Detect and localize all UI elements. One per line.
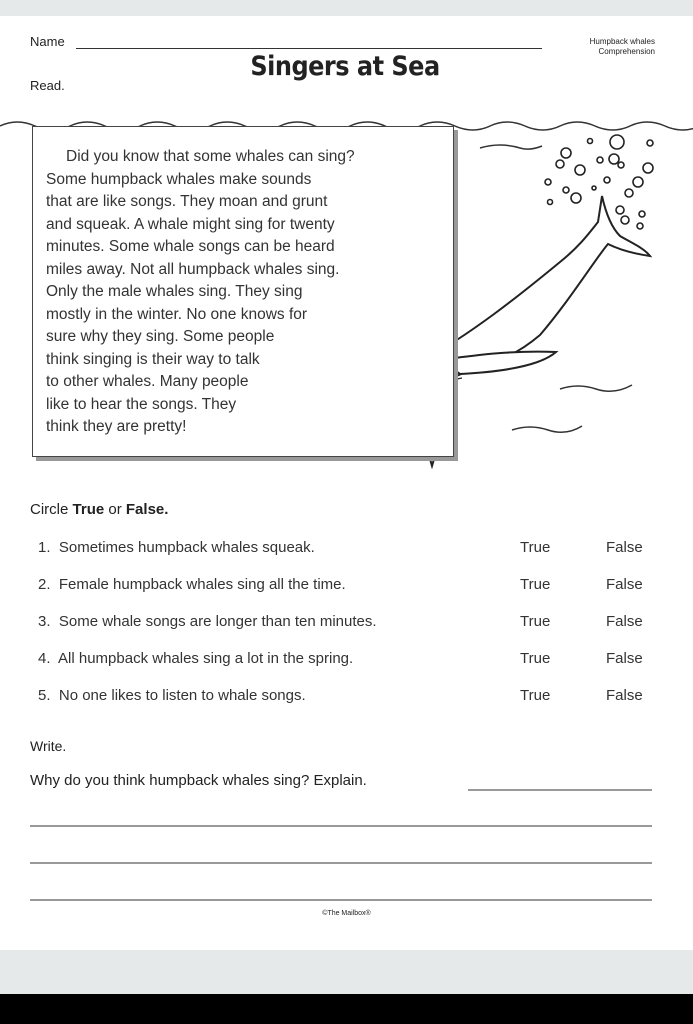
instr-or: or [104,501,126,518]
false-option-2[interactable]: False [606,576,643,593]
question-number: 4. [38,650,51,667]
bottom-bar [0,994,693,1024]
question-number: 3. [38,613,51,630]
reading-passage [46,146,426,439]
passage-line: that are like songs. They moan and grunt [46,193,328,210]
passage-line: think singing is their way to talk [46,350,260,368]
true-option-4[interactable]: True [520,650,551,667]
question-5 [38,687,306,704]
false-option-5[interactable]: False [606,687,643,704]
instr-true: True [72,501,105,518]
wave-icon [560,385,632,391]
question-text: Some whale songs are longer than ten minutes. [58,613,377,630]
copyright: ©The Mailbox® [322,910,371,917]
passage-line: Some humpback whales make sounds [46,170,312,188]
instr-false: False. [125,501,169,518]
read-label: Read. [30,78,65,93]
wave-icon [480,145,542,149]
true-option-1[interactable]: True [520,539,551,556]
wave-icon [512,426,582,432]
question-text: No one likes to listen to whale songs. [58,687,306,704]
passage-line: sure why they sing. Some people [46,328,275,345]
passage-line: miles away. Not all humpback whales sing. [46,260,340,278]
name-label: Name [30,34,65,49]
question-3 [38,613,377,630]
passage-line: mostly in the winter. No one knows for [46,305,308,323]
question-number: 2. [38,576,51,593]
true-option-5[interactable]: True [520,687,551,704]
corner-line-1: Humpback whales [589,37,655,46]
instructions [30,501,168,518]
corner-line-2: Comprehension [598,47,655,56]
question-text: All humpback whales sing a lot in the spring. [58,650,354,667]
passage-line: think they are pretty! [46,418,187,435]
passage-line: to other whales. Many people [46,373,249,390]
true-option-3[interactable]: True [520,613,551,630]
question-text: Sometimes humpback whales squeak. [58,539,315,556]
false-option-3[interactable]: False [606,613,643,630]
write-label: Write. [30,738,67,754]
passage-line: Did you know that some whales can sing? [66,148,355,165]
passage-line: Only the male whales sing. They sing [46,283,303,300]
true-option-2[interactable]: True [520,576,551,593]
instr-prefix: Circle [30,501,73,518]
passage-line: and squeak. A whale might sing for twenty [46,215,335,233]
question-text: Female humpback whales sing all the time. [58,576,346,593]
passage-line: like to hear the songs. They [46,395,237,413]
page-title: Singers at Sea [250,50,440,82]
question-1 [38,539,315,556]
question-number: 5. [38,687,51,704]
write-prompt: Why do you think humpback whales sing? Explain. [30,772,367,789]
question-number: 1. [38,539,51,556]
passage-line: minutes. Some whale songs can be heard [46,238,335,255]
question-4 [38,650,353,667]
question-2 [38,576,346,593]
false-option-4[interactable]: False [606,650,643,667]
false-option-1[interactable]: False [606,539,643,556]
